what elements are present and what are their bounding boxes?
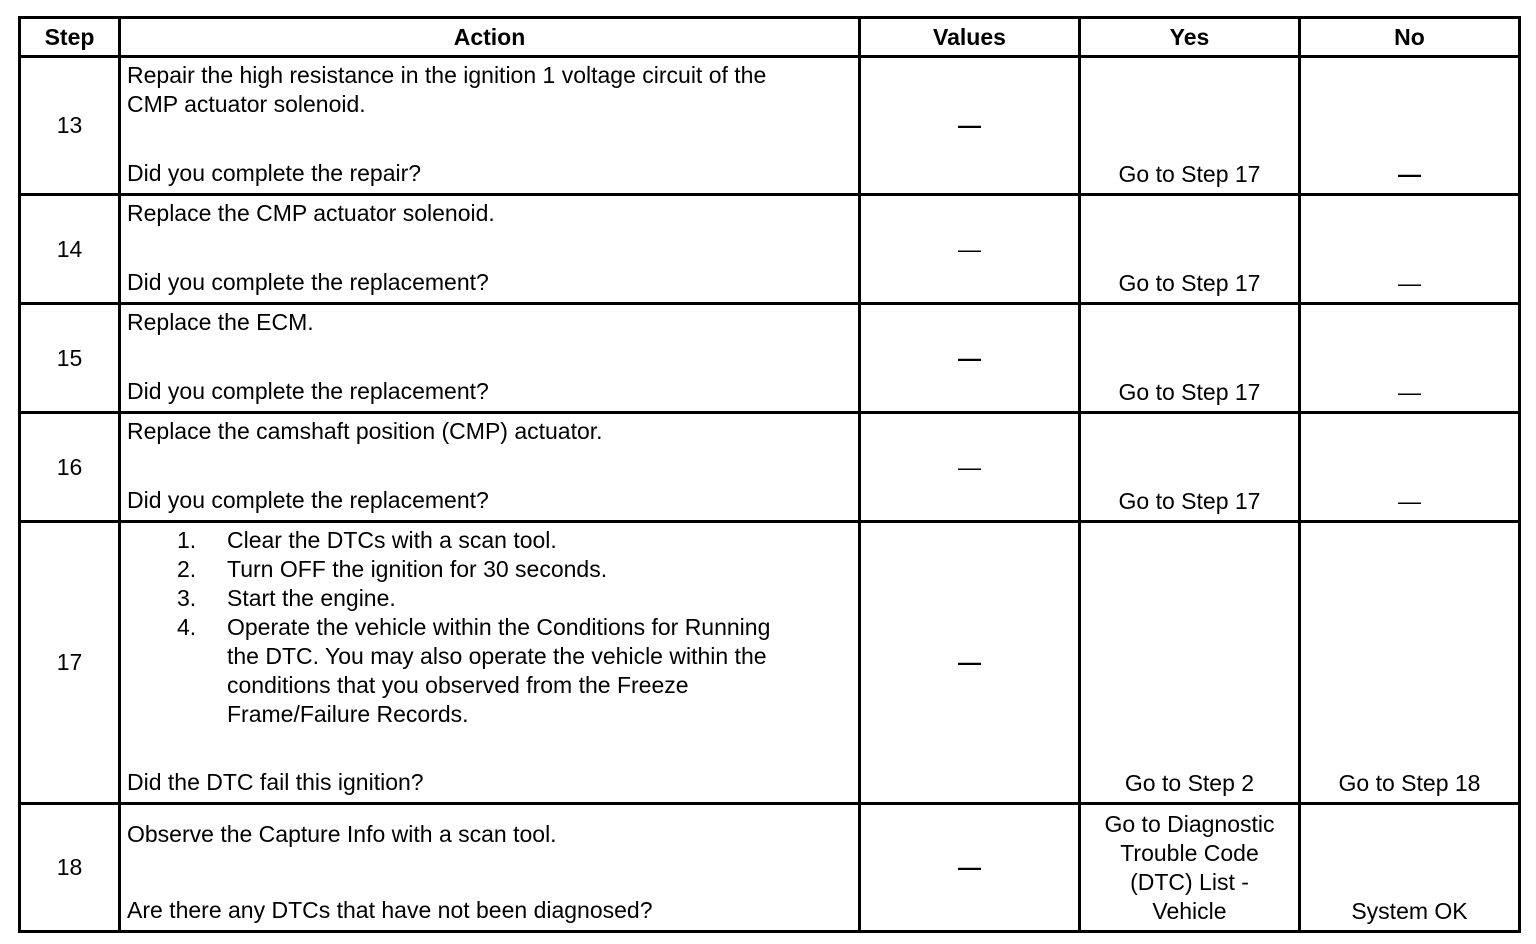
- action-text: Replace the CMP actuator solenoid.: [127, 200, 495, 226]
- action-question: Are there any DTCs that have not been diagnosed?: [127, 897, 653, 923]
- yes-cell: Go to Step 17: [1080, 195, 1300, 304]
- list-item: [177, 613, 852, 729]
- step-number: 17: [20, 522, 120, 804]
- header-values: Values: [860, 18, 1080, 57]
- action-cell: [120, 304, 860, 413]
- values-cell: —: [860, 413, 1080, 522]
- no-cell: —: [1300, 304, 1520, 413]
- values-cell: —: [860, 522, 1080, 804]
- step-number: 14: [20, 195, 120, 304]
- action-text: CMP actuator solenoid.: [127, 91, 366, 117]
- action-question: Did you complete the replacement?: [127, 269, 489, 295]
- no-cell: Go to Step 18: [1300, 522, 1520, 804]
- list-number: 2.: [177, 556, 197, 582]
- list-text: Start the engine.: [227, 585, 396, 611]
- list-text: Clear the DTCs with a scan tool.: [227, 527, 557, 553]
- header-row: [20, 18, 1520, 57]
- yes-cell: Go to Step 17: [1080, 413, 1300, 522]
- header-action: Action: [120, 18, 860, 57]
- list-text: Turn OFF the ignition for 30 seconds.: [227, 556, 608, 582]
- header-no: No: [1300, 18, 1520, 57]
- values-cell: —: [860, 804, 1080, 932]
- action-cell: [120, 195, 860, 304]
- list-item: [177, 526, 852, 555]
- list-text: conditions that you observed from the Freeze: [227, 672, 689, 698]
- yes-cell: Go to Step 2: [1080, 522, 1300, 804]
- list-number: 1.: [177, 527, 197, 553]
- step-number: 13: [20, 57, 120, 195]
- yes-cell: [1080, 804, 1300, 932]
- list-text: Operate the vehicle within the Conditions for Running: [227, 614, 771, 640]
- yes-text: Vehicle: [1152, 898, 1227, 924]
- list-text: Frame/Failure Records.: [227, 701, 469, 727]
- yes-text: (DTC) List -: [1130, 869, 1249, 895]
- diagnostic-table: [18, 16, 1521, 933]
- yes-cell: Go to Step 17: [1080, 57, 1300, 195]
- values-cell: —: [860, 304, 1080, 413]
- values-cell: —: [860, 57, 1080, 195]
- action-text: Replace the camshaft position (CMP) actuator.: [127, 418, 603, 444]
- action-question: Did you complete the replacement?: [127, 487, 489, 513]
- table-row: [20, 195, 1520, 304]
- yes-cell: Go to Step 17: [1080, 304, 1300, 413]
- table-row: [20, 304, 1520, 413]
- header-yes: Yes: [1080, 18, 1300, 57]
- list-item: [177, 584, 852, 613]
- action-steps-list: [127, 526, 852, 729]
- header-step: Step: [20, 18, 120, 57]
- yes-text: Go to Diagnostic: [1104, 811, 1275, 837]
- table-row: [20, 57, 1520, 195]
- action-cell: [120, 413, 860, 522]
- step-number: 16: [20, 413, 120, 522]
- action-text: Repair the high resistance in the ignition 1 voltage circuit of the: [127, 62, 767, 88]
- action-question: Did you complete the replacement?: [127, 378, 489, 404]
- table-row: [20, 804, 1520, 932]
- no-cell: System OK: [1300, 804, 1520, 932]
- values-cell: —: [860, 195, 1080, 304]
- step-number: 18: [20, 804, 120, 932]
- action-text: Observe the Capture Info with a scan tool.: [127, 821, 557, 847]
- yes-text: Trouble Code: [1120, 840, 1259, 866]
- no-cell: —: [1300, 57, 1520, 195]
- list-number: 4.: [177, 614, 197, 640]
- table-row: [20, 413, 1520, 522]
- action-question: Did you complete the repair?: [127, 160, 422, 186]
- no-cell: —: [1300, 413, 1520, 522]
- action-cell: [120, 804, 860, 932]
- action-cell: [120, 57, 860, 195]
- table-row: [20, 522, 1520, 804]
- step-number: 15: [20, 304, 120, 413]
- list-text: the DTC. You may also operate the vehicle within the: [227, 643, 767, 669]
- list-item: [177, 555, 852, 584]
- action-question: Did the DTC fail this ignition?: [127, 769, 424, 795]
- action-text: Replace the ECM.: [127, 309, 314, 335]
- no-cell: —: [1300, 195, 1520, 304]
- action-cell: [120, 522, 860, 804]
- list-number: 3.: [177, 585, 197, 611]
